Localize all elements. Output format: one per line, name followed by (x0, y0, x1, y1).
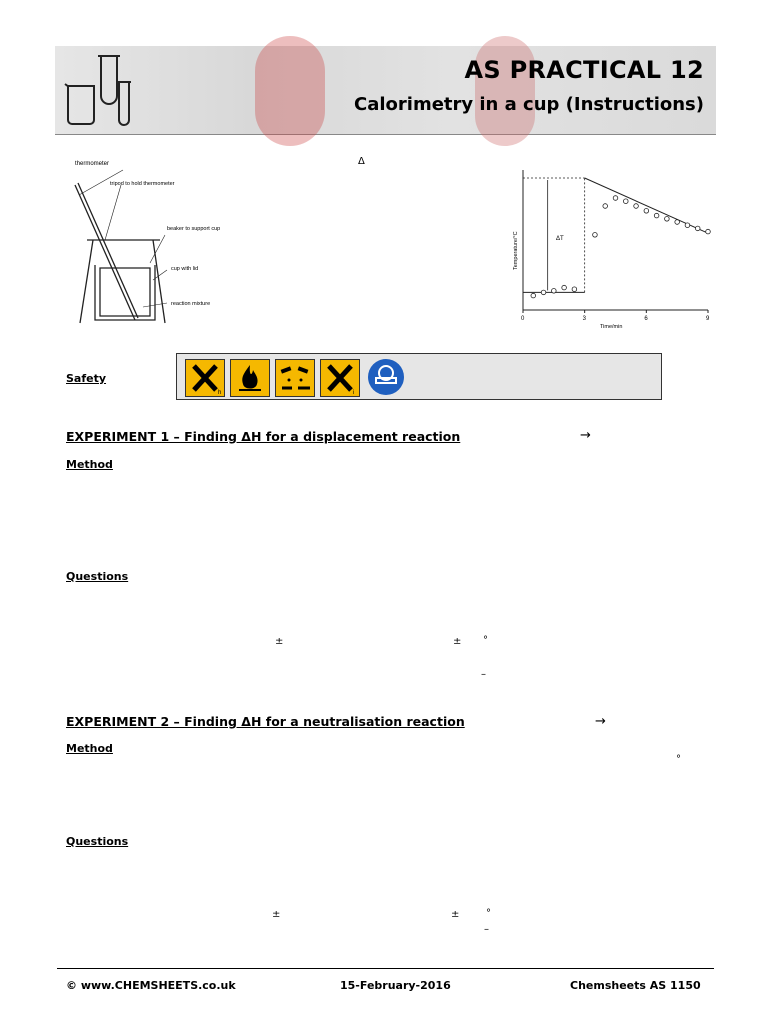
graph-delta-label: ΔT (556, 236, 564, 242)
safety-panel (176, 353, 662, 400)
corrosive-hazard-icon (275, 359, 315, 397)
data-point (613, 196, 618, 201)
experiment1-questions-label: Questions (66, 570, 129, 583)
degree-symbol: ° (676, 754, 681, 765)
experiment2-method-label: Method (66, 742, 113, 755)
svg-text:h: h (218, 390, 222, 396)
eye-protection-icon (367, 358, 405, 396)
header-banner (55, 46, 716, 135)
data-point (552, 289, 557, 294)
page-subtitle: Calorimetry in a cup (Instructions) (354, 94, 704, 115)
data-point (634, 204, 639, 209)
footer-code: Chemsheets AS 1150 (570, 979, 701, 992)
footer-divider (57, 968, 714, 969)
data-point (593, 233, 598, 238)
experiment1-heading: EXPERIMENT 1 – Finding ΔH for a displacement reaction (66, 429, 461, 444)
plus-minus-symbol: ± (275, 636, 284, 647)
degree-symbol: ° (486, 908, 491, 919)
plus-minus-symbol: ± (453, 636, 462, 647)
lab-glassware-icon (63, 52, 143, 130)
data-point (675, 220, 680, 225)
svg-text:i: i (353, 390, 355, 396)
graph-ylabel: Temperature/°C (513, 231, 519, 270)
experiment2-arrow: → (595, 714, 606, 729)
experiment2-heading: EXPERIMENT 2 – Finding ΔH for a neutralisation reaction (66, 714, 465, 729)
data-point (654, 213, 659, 218)
data-point (541, 290, 546, 295)
data-point (623, 199, 628, 204)
dash-symbol: – (484, 924, 489, 935)
x-tick-label: 6 (644, 316, 648, 322)
page-title: AS PRACTICAL 12 (464, 56, 704, 84)
plus-minus-symbol: ± (451, 909, 460, 920)
x-tick-label: 3 (582, 316, 587, 322)
data-point (562, 285, 567, 290)
apparatus-label: thermometer (75, 161, 110, 167)
data-point (695, 226, 700, 231)
footer-website: © www.CHEMSHEETS.co.uk (66, 979, 236, 992)
x-tick-label: 9 (706, 316, 710, 322)
plus-minus-symbol: ± (272, 909, 281, 920)
data-point (531, 293, 536, 298)
data-point (603, 204, 608, 209)
data-point (685, 223, 690, 228)
data-point (706, 229, 711, 234)
footer-date: 15-February-2016 (340, 979, 451, 992)
experiment2-questions-label: Questions (66, 835, 129, 848)
apparatus-label: beaker to support cup (167, 226, 221, 232)
graph-xlabel: Time/min (600, 324, 623, 330)
degree-symbol: ° (483, 635, 488, 646)
apparatus-label: cup with lid (171, 266, 199, 272)
data-point (644, 209, 649, 214)
apparatus-diagram (65, 155, 221, 330)
data-point (572, 287, 577, 292)
apparatus-label: reaction mixture (171, 301, 211, 307)
experiment1-method-label: Method (66, 458, 113, 471)
apparatus-label: tripod to hold thermometer (110, 181, 175, 187)
temperature-graph (508, 165, 718, 335)
harmful-hazard-icon (185, 359, 225, 397)
delta-symbol: Δ (358, 156, 365, 167)
irritant-hazard-icon (320, 359, 360, 397)
data-point (665, 217, 670, 222)
flammable-hazard-icon (230, 359, 270, 397)
dash-symbol: – (481, 669, 486, 680)
x-tick-label: 0 (521, 316, 525, 322)
safety-label: Safety (66, 372, 107, 385)
experiment1-arrow: → (580, 428, 591, 443)
